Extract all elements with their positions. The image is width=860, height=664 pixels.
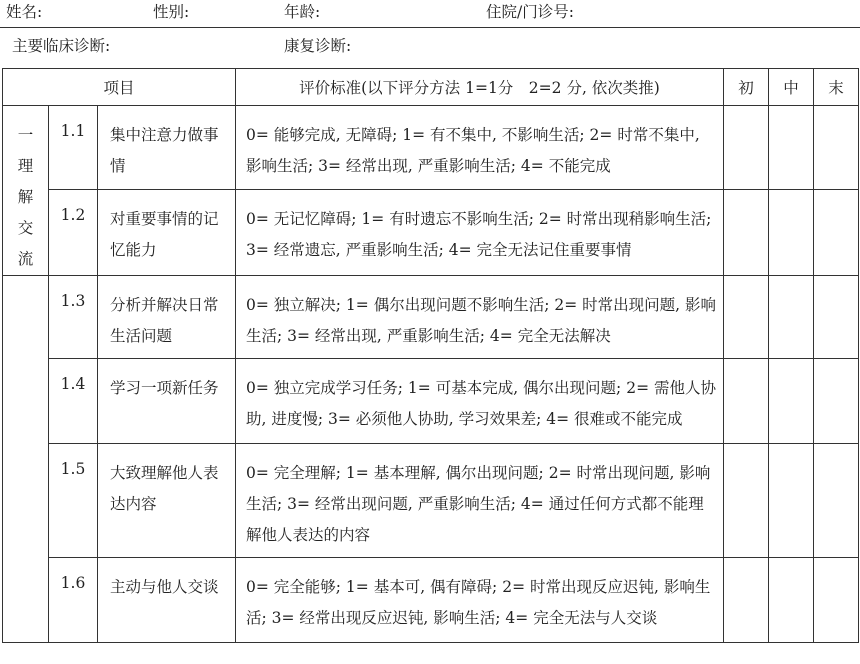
- diagnosis-line: [0, 34, 860, 56]
- item-criteria: 0= 独立完成学习任务; 1= 可基本完成, 偶尔出现问题; 2= 需他人协助, 进度慢; 3= 必须他人协助, 学习效果差; 4= 很难或不能完成: [236, 359, 724, 444]
- score-initial-cell[interactable]: [724, 444, 769, 558]
- column-header-final: 末: [814, 69, 859, 106]
- item-number: 1.6: [49, 558, 98, 643]
- table-row: [3, 106, 859, 190]
- item-criteria: 0= 独立解决; 1= 偶尔出现问题不影响生活; 2= 时常出现问题, 影响生活; 3= 经常出现, 严重影响生活; 4= 完全无法解决: [236, 276, 724, 359]
- score-initial-cell[interactable]: [724, 558, 769, 643]
- category-cell-continued: [3, 276, 49, 643]
- score-mid-cell[interactable]: [769, 558, 814, 643]
- gender-label: 性别:: [153, 3, 190, 21]
- column-header-item: 项目: [3, 69, 236, 106]
- column-header-initial: 初: [724, 69, 769, 106]
- assessment-table: [2, 68, 859, 643]
- score-final-cell[interactable]: [814, 558, 859, 643]
- item-number: 1.4: [49, 359, 98, 444]
- score-final-cell[interactable]: [814, 359, 859, 444]
- item-name: 分析并解决日常生活问题: [98, 276, 236, 359]
- score-mid-cell[interactable]: [769, 276, 814, 359]
- score-final-cell[interactable]: [814, 444, 859, 558]
- score-final-cell[interactable]: [814, 106, 859, 190]
- score-initial-cell[interactable]: [724, 276, 769, 359]
- patient-info-line: [0, 0, 860, 22]
- column-header-mid: 中: [769, 69, 814, 106]
- item-number: 1.1: [49, 106, 98, 190]
- item-name: 学习一项新任务: [98, 359, 236, 444]
- score-mid-cell[interactable]: [769, 106, 814, 190]
- item-name: 对重要事情的记忆能力: [98, 189, 236, 275]
- item-criteria: 0= 完全能够; 1= 基本可, 偶有障碍; 2= 时常出现反应迟钝, 影响生活; 3= 经常出现反应迟钝, 影响生活; 4= 完全无法与人交谈: [236, 558, 724, 643]
- column-header-criteria: 评价标准(以下评分方法 1=1分 2=2 分, 依次类推): [236, 69, 724, 106]
- score-final-cell[interactable]: [814, 276, 859, 359]
- clinical-diagnosis-label: 主要临床诊断:: [12, 37, 111, 55]
- score-final-cell[interactable]: [814, 189, 859, 275]
- item-criteria: 0= 完全理解; 1= 基本理解, 偶尔出现问题; 2= 时常出现问题, 影响生活; 3= 经常出现问题, 严重影响生活; 4= 通过任何方式都不能理解他人表达的内容: [236, 444, 724, 558]
- item-name: 集中注意力做事情: [98, 106, 236, 190]
- item-name: 主动与他人交谈: [98, 558, 236, 643]
- table-row: [3, 558, 859, 643]
- rehab-diagnosis-label: 康复诊断:: [284, 37, 352, 55]
- table-row: [3, 444, 859, 558]
- item-name: 大致理解他人表达内容: [98, 444, 236, 558]
- score-mid-cell[interactable]: [769, 189, 814, 275]
- patient-number-label: 住院/门诊号:: [486, 3, 574, 21]
- score-initial-cell[interactable]: [724, 359, 769, 444]
- table-row: [3, 359, 859, 444]
- table-header-row: [3, 69, 859, 106]
- divider: [0, 27, 860, 28]
- table-row: [3, 276, 859, 359]
- age-label: 年龄:: [284, 3, 321, 21]
- item-number: 1.2: [49, 189, 98, 275]
- item-number: 1.3: [49, 276, 98, 359]
- item-number: 1.5: [49, 444, 98, 558]
- table-row: [3, 189, 859, 275]
- item-criteria: 0= 能够完成, 无障碍; 1= 有不集中, 不影响生活; 2= 时常不集中, 影响生活; 3= 经常出现, 严重影响生活; 4= 不能完成: [236, 106, 724, 190]
- score-initial-cell[interactable]: [724, 189, 769, 275]
- item-criteria: 0= 无记忆障碍; 1= 有时遗忘不影响生活; 2= 时常出现稍影响生活; 3= 经常遗忘, 严重影响生活; 4= 完全无法记住重要事情: [236, 189, 724, 275]
- score-mid-cell[interactable]: [769, 444, 814, 558]
- score-initial-cell[interactable]: [724, 106, 769, 190]
- name-label: 姓名:: [6, 3, 43, 21]
- score-mid-cell[interactable]: [769, 359, 814, 444]
- category-cell: 一理解交流: [3, 106, 49, 276]
